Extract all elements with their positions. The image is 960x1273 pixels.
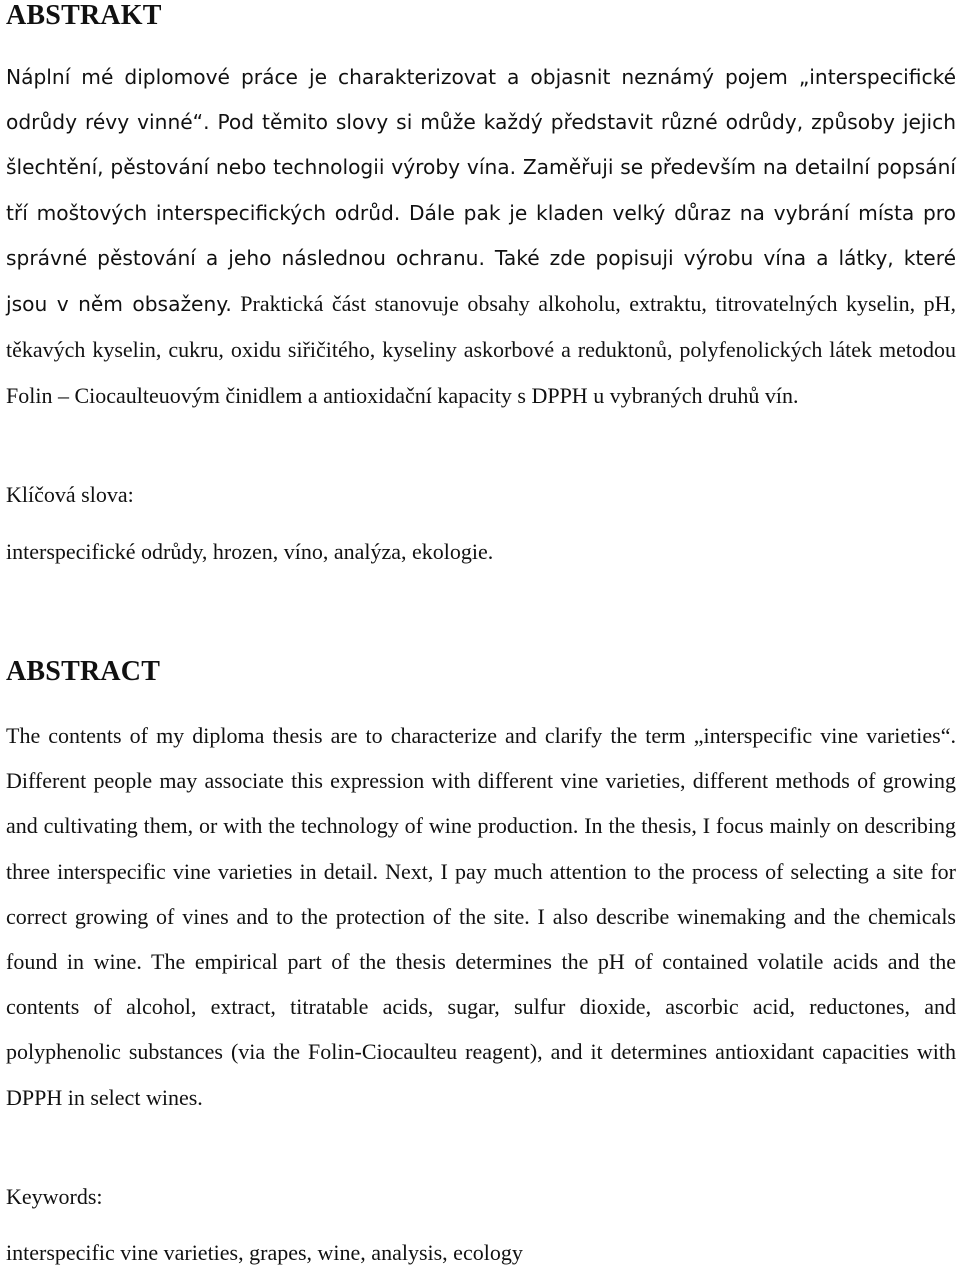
czech-abstract-paragraph — [6, 55, 956, 420]
english-abstract-paragraph: The contents of my diploma thesis are to characterize and clarify the term „interspecific vine varieties“. Different people may associate this expression with different vine varieties, different methods of growing and cultivating them, or with the technology of wine production. In the thesis, I focus mainly on describing three interspecific vine varieties in detail. Next, I pay much attention to the process of selecting a site for correct growing of vines and to the protection of the site. I also describe winemaking and the chemicals found in wine. The empirical part of the thesis determines the pH of contained volatile acids and the contents of alcohol, extract, titratable acids, sugar, sulfur dioxide, ascorbic acid, reductones, and polyphenolic substances (via the Folin-Ciocaulteu reagent), and it determines antioxidant capacities with DPPH in select wines. — [6, 723, 956, 1110]
czech-keywords-label: Klíčová slova: — [6, 482, 134, 507]
czech-abstract-text-part2: Praktická část stanovuje obsahy alkoholu, extraktu, titrovatelných kyselin, pH, těkavých kyselin, cukru, oxidu siřičitého, kyseliny askorbové a reduktonů, polyfenolických látek metodou Folin – Ciocaulteuovým činidlem a antioxidační kapacity s DPPH u vybraných druhů vín. — [6, 291, 956, 409]
czech-keywords: interspecifické odrůdy, hrozen, víno, analýza, ekologie. — [6, 539, 494, 564]
czech-abstract-heading: ABSTRAKT — [6, 0, 162, 31]
english-keywords-label: Keywords: — [6, 1184, 103, 1209]
english-abstract-heading: ABSTRACT — [6, 656, 161, 687]
english-keywords: interspecific vine varieties, grapes, wine, analysis, ecology — [6, 1240, 523, 1265]
czech-abstract-text-part1: Náplní mé diplomové práce je charakterizovat a objasnit neznámý pojem „interspecifické odrůdy révy vinné“. Pod těmito slovy si může každý představit různé odrůdy, způsoby jejich šlechtění, pěstování nebo technologii výroby vína. Zaměřuji se především na detailní popsání tří moštových interspecifických odrůd. Dále pak je kladen velký důraz na vybrání místa pro správné pěstování a jeho následnou ochranu. Také zde popisuji výrobu vína a látky, které jsou v něm obsaženy. — [6, 65, 956, 317]
